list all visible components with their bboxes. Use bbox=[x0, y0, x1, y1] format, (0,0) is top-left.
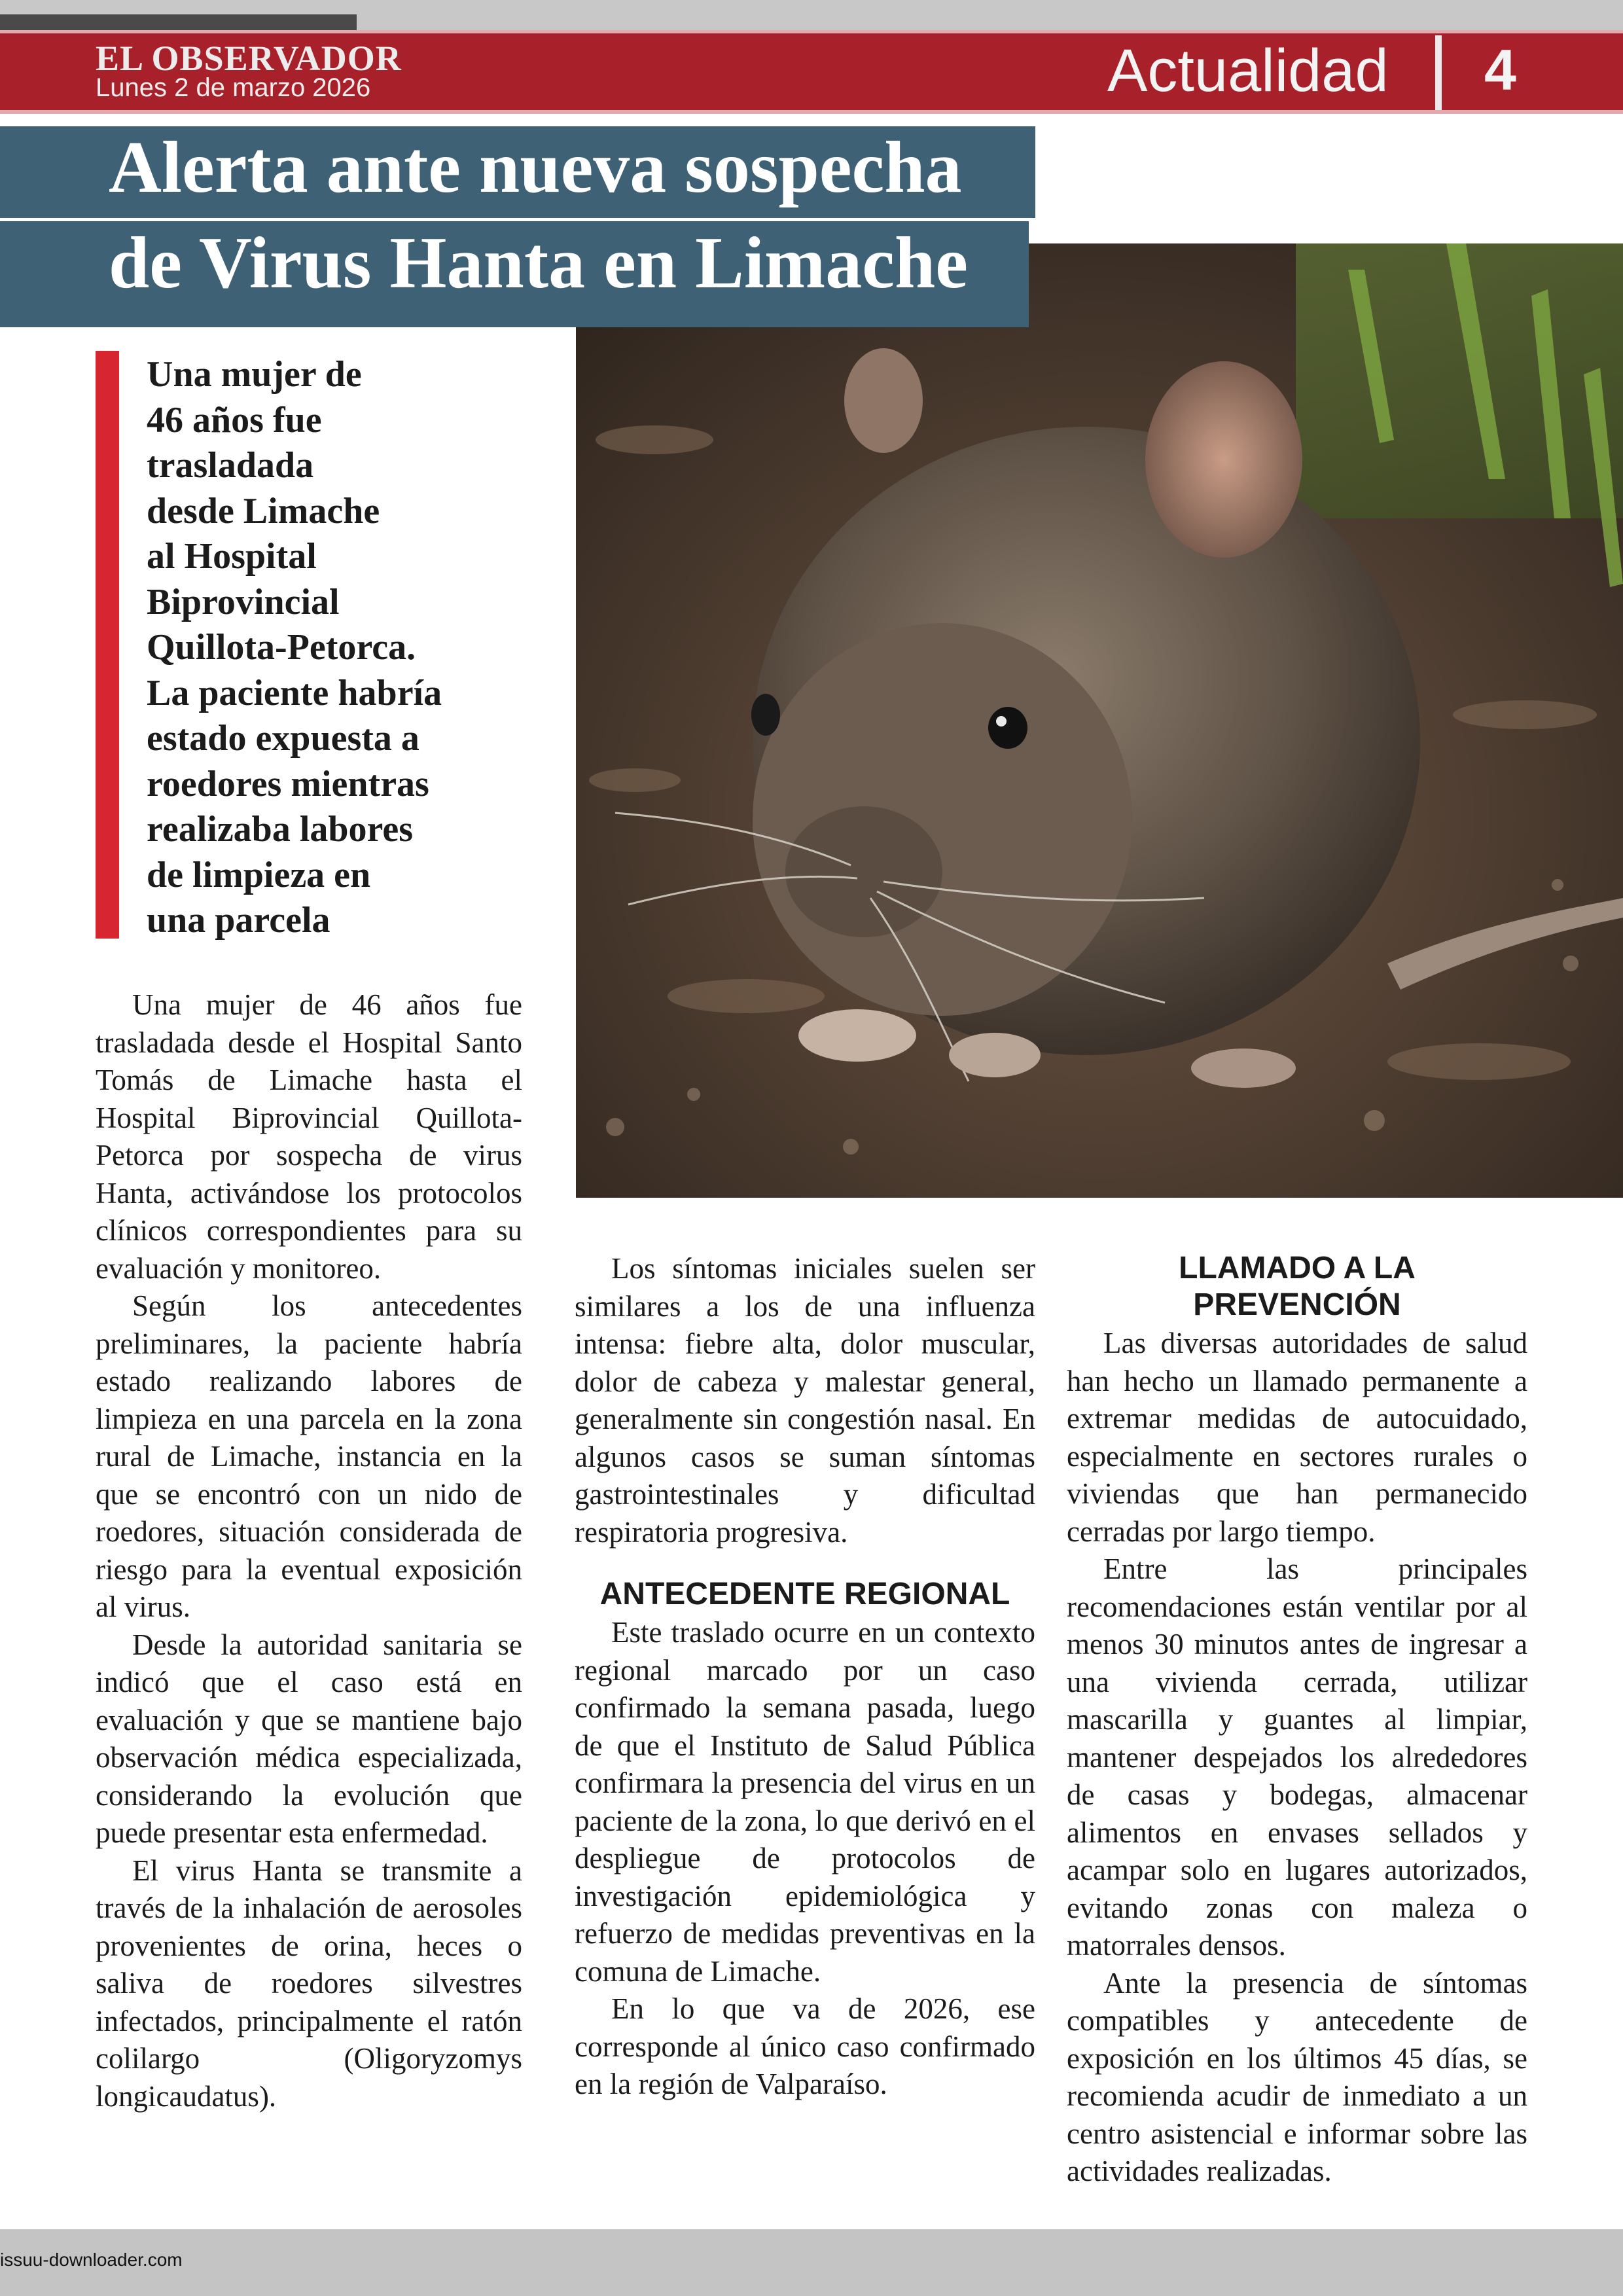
long-tailed-rat-illustration bbox=[576, 243, 1623, 1198]
headline-line-1: Alerta ante nueva sospecha bbox=[109, 127, 962, 208]
lead-line: realizaba labores bbox=[147, 809, 414, 850]
article-paragraph: Desde la autoridad sanitaria se indicó que el caso está en evaluación y que se mantiene bajo observación médica especializada, considerando la evolución que puede presentar esta enfermedad. bbox=[96, 1628, 522, 1849]
lead-line: de limpieza en bbox=[147, 854, 371, 895]
section-divider bbox=[1435, 35, 1442, 110]
lead-line: roedores mientras bbox=[147, 763, 429, 804]
subhead-prevention bbox=[1067, 1250, 1527, 1323]
article-paragraph: Este traslado ocurre en un contexto regional marcado por un caso confirmado la semana pasada, luego de que el Instituto de Salud Pública confirmara la presencia del virus en un paciente de la zona, lo que derivó en el despliegue de protocolos de investigación epidemiológica y refuerzo de medidas preventivas en la comuna de Limache. bbox=[575, 1616, 1035, 1988]
article-column-3 bbox=[1067, 1250, 1527, 2191]
issue-date: Lunes 2 de marzo 2026 bbox=[96, 73, 371, 102]
lead-line: una parcela bbox=[147, 900, 330, 941]
subhead-prevention-line-2: PREVENCIÓN bbox=[1193, 1287, 1401, 1322]
article-paragraph: Las diversas autoridades de salud han hecho un llamado permanente a extremar medidas de autocuidado, especialmente en sectores rurales o viviendas que han permanecido cerradas por largo tiempo. bbox=[1067, 1327, 1527, 1548]
lead-line: Una mujer de bbox=[147, 354, 362, 395]
article-paragraph: Una mujer de 46 años fue trasladada desde el Hospital Santo Tomás de Limache hasta el Hospital Biprovincial Quillota-Petorca por sospecha de virus Hanta, activándose los protocolos clínicos correspondientes para su evaluación y monitoreo. bbox=[96, 988, 522, 1285]
lead-line: trasladada bbox=[147, 445, 314, 486]
article-paragraph: Entre las principales recomendaciones están ventilar por al menos 30 minutos antes de ingresar a una vivienda cerrada, utilizar mascarilla y guantes al limpiar, mantener despejados los alrededores de casas y bodegas, almacenar alimentos en envases sellados y acampar solo en lugares autorizados, evitando zonas con maleza o matorrales densos. bbox=[1067, 1552, 1527, 1962]
lead-line: al Hospital bbox=[147, 536, 317, 577]
article-column-1 bbox=[96, 986, 522, 2115]
article-paragraph: Ante la presencia de síntomas compatibles y antecedente de exposición en los últimos 45 días, se recomienda acudir de inmediato a un centro asistencial e informar sobre las actividades realizadas. bbox=[1067, 1966, 1527, 2187]
rat-photo bbox=[576, 243, 1623, 1198]
section-title: Actualidad bbox=[1107, 37, 1389, 104]
top-frame-accent bbox=[0, 14, 357, 30]
lead-paragraph bbox=[147, 352, 513, 944]
article-paragraph: El virus Hanta se transmite a través de la inhalación de aerosoles provenientes de orina, heces o saliva de roedores silvestres infectados, principalmente el ratón colilargo (Oligoryzomys longicaudatus). bbox=[96, 1854, 522, 2113]
footer-bar bbox=[0, 2229, 1623, 2296]
lead-line: desde Limache bbox=[147, 490, 380, 531]
article-column-2 bbox=[575, 1250, 1035, 2104]
lead-line: Biprovincial bbox=[147, 581, 340, 622]
lead-line: La paciente habría bbox=[147, 672, 442, 713]
article-paragraph: Según los antecedentes preliminares, la paciente habría estado realizando labores de limpieza en una parcela en la zona rural de Limache, instancia en la que se encontró con un nido de roedores, situación considerada de riesgo para la eventual exposición al virus. bbox=[96, 1289, 522, 1623]
lead-line: Quillota-Petorca. bbox=[147, 627, 416, 668]
subhead-prevention-line-1: LLAMADO A LA bbox=[1179, 1251, 1416, 1285]
lead-line: estado expuesta a bbox=[147, 718, 419, 759]
lead-line: 46 años fue bbox=[147, 399, 322, 440]
article-paragraph: En lo que va de 2026, ese corresponde al único caso confirmado en la región de Valparaíso. bbox=[575, 1992, 1035, 2100]
subhead-regional: ANTECEDENTE REGIONAL bbox=[599, 1577, 1010, 1611]
page-number: 4 bbox=[1484, 37, 1516, 102]
newspaper-name: EL OBSERVADOR bbox=[96, 39, 402, 78]
watermark-text: issuu-downloader.com bbox=[0, 2250, 183, 2270]
headline-line-2: de Virus Hanta en Limache bbox=[109, 223, 968, 304]
lead-accent-bar bbox=[96, 351, 119, 939]
article-paragraph: Los síntomas iniciales suelen ser similares a los de una influenza intensa: fiebre alta, dolor muscular, dolor de cabeza y malestar general, generalmente sin congestión nasal. En algunos casos se suman síntomas gastrointestinales y dificultad respiratoria progresiva. bbox=[575, 1252, 1035, 1549]
